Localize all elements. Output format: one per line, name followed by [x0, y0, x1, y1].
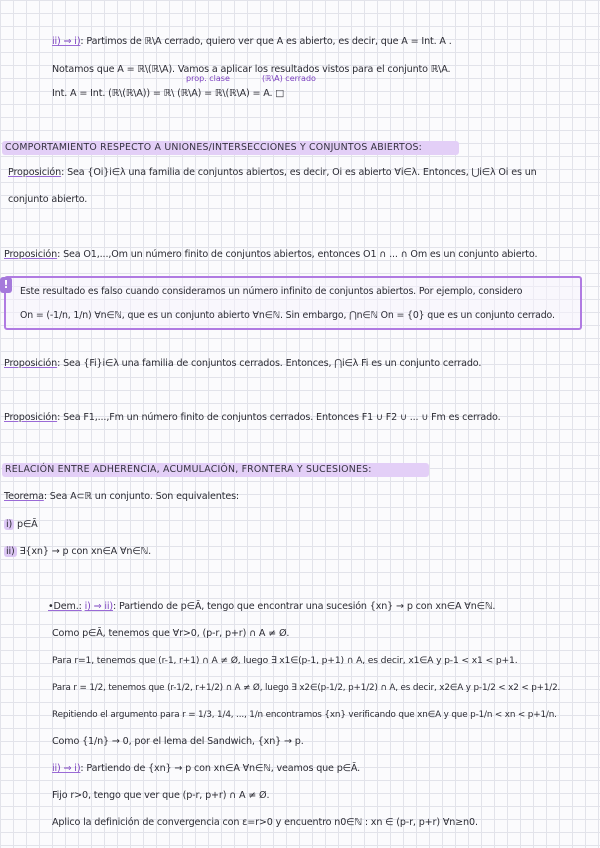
- theorem-text: : Sea A⊂ℝ un conjunto. Son equivalentes:: [43, 491, 240, 502]
- proof-line: Como {1/n} → 0, por el lema del Sandwich, {xn} → p.: [52, 736, 304, 747]
- direction-label: i) ⇒ ii): [84, 601, 114, 612]
- proposition-label: Proposición: [8, 167, 62, 178]
- proof-text: : Partiendo de {xn} → p con xn∈A ∀n∈ℕ, veamos que p∈Ā.: [80, 763, 361, 774]
- proof-line: Repitiendo el argumento para r = 1/3, 1/4, ..., 1/n encontramos {xn} verificando que xn∈A y que p-1/n < xn < p+1/n.: [52, 710, 557, 720]
- text-line: [52, 35, 452, 49]
- theorem-label: Teorema: [4, 491, 44, 502]
- proof-text: : Partiendo de p∈Ā, tengo que encontrar una sucesión {xn} → p con xn∈A ∀n∈ℕ.: [113, 601, 496, 612]
- proof-line: [48, 600, 495, 614]
- item-text: ∃{xn} → p con xn∈A ∀n∈ℕ.: [16, 546, 151, 557]
- proposition-label: Proposición: [4, 358, 58, 369]
- proposition-label: Proposición: [4, 412, 58, 423]
- line-text: : Partimos de ℝ\A cerrado, quiero ver que A es abierto, es decir, que A = Int. A .: [80, 36, 452, 47]
- annotation-cerrado: (ℝ\A) cerrado: [262, 74, 316, 83]
- text-line: Int. A = Int. (ℝ\(ℝ\A)) = ℝ\ (ℝ\A) = ℝ\(ℝ\A) = A. □: [52, 88, 285, 99]
- theorem-item-i: [4, 518, 38, 532]
- proof-line: Aplico la definición de convergencia con ε=r>0 y encuentro n0∈ℕ : xn ∈ (p-r, p+r) ∀n≥n0.: [52, 817, 478, 828]
- proof-label: •Dem.:: [48, 601, 82, 612]
- section-heading: RELACIÓN ENTRE ADHERENCIA, ACUMULACIÓN, FRONTERA Y SUCESIONES:: [2, 463, 429, 477]
- direction-label: ii) ⇒ i): [52, 36, 81, 47]
- text-line: Notamos que A = ℝ\(ℝ\A). Vamos a aplicar los resultados vistos para el conjunto ℝ\A.: [52, 64, 451, 75]
- proposition-text: : Sea O1,...,Om un número finito de conjuntos abiertos, entonces O1 ∩ ... ∩ Om es un conjunto abierto.: [57, 249, 538, 260]
- proposition: [4, 248, 537, 262]
- annotation-prop-clase: prop. clase: [186, 74, 230, 83]
- proof-line: Para r=1, tenemos que (r-1, r+1) ∩ A ≠ Ø, luego ∃ x1∈(p-1, p+1) ∩ A, es decir, x1∈A y p-1 < x1 < p+1.: [52, 655, 518, 666]
- proposition-text: : Sea {Fi}i∈λ una familia de conjuntos cerrados. Entonces, ⋂i∈λ Fi es un conjunto cerrado.: [57, 358, 482, 369]
- direction-label: ii) ⇒ i): [52, 763, 81, 774]
- item-text: p∈Ā: [14, 519, 38, 530]
- warning-text: On = (-1/n, 1/n) ∀n∈ℕ, que es un conjunto abierto ∀n∈ℕ. Sin embargo, ⋂n∈ℕ On = {0} que es un conjunto cerrado.: [20, 310, 555, 321]
- proposition-text: : Sea F1,...,Fm un número finito de conjuntos cerrados. Entonces F1 ∪ F2 ∪ ... ∪ Fm es cerrado.: [57, 412, 501, 423]
- warning-text: Este resultado es falso cuando consideramos un número infinito de conjuntos abiertos. Por ejemplo, considero: [20, 286, 523, 297]
- proof-line: Como p∈Ā, tenemos que ∀r>0, (p-r, p+r) ∩ A ≠ Ø.: [52, 628, 290, 639]
- proposition-continued: conjunto abierto.: [8, 194, 88, 205]
- warning-box: [4, 276, 582, 330]
- proof-line: Para r = 1/2, tenemos que (r-1/2, r+1/2) ∩ A ≠ Ø, luego ∃ x2∈(p-1/2, p+1/2) ∩ A, es decir, x2∈A y p-1/2 < x2 < p+1/2.: [52, 683, 561, 693]
- proposition: [4, 411, 501, 425]
- theorem-item-ii: [4, 545, 151, 559]
- proof-line: Fijo r>0, tengo que ver que (p-r, p+r) ∩ A ≠ Ø.: [52, 790, 270, 801]
- item-label: i): [6, 519, 13, 530]
- section-heading: COMPORTAMIENTO RESPECTO A UNIONES/INTERSECCIONES Y CONJUNTOS ABIERTOS:: [2, 141, 459, 155]
- proposition: [4, 357, 481, 371]
- proposition: [8, 166, 537, 180]
- theorem: [4, 490, 239, 504]
- proposition-label: Proposición: [4, 249, 58, 260]
- proposition-text: : Sea {Oi}i∈λ una familia de conjuntos abiertos, es decir, Oi es abierto ∀i∈λ. Entonces, ⋃i∈λ Oi es un: [61, 167, 537, 178]
- proof-line: [52, 762, 360, 776]
- warning-icon: !: [0, 277, 12, 293]
- item-label: ii): [6, 546, 15, 557]
